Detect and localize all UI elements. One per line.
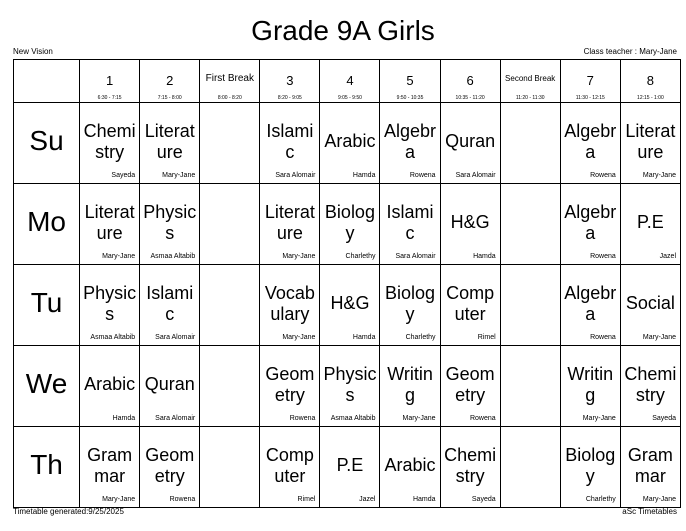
lesson-cell — [140, 427, 200, 508]
lesson-subject: Chemistry — [83, 121, 136, 162]
lesson-subject: Islamic — [146, 283, 194, 324]
lesson-subject: Islamic — [386, 202, 434, 243]
lesson-subject: Biology — [324, 202, 375, 243]
lesson-subject: Quran — [445, 131, 496, 151]
lesson-teacher: Hamda — [112, 415, 136, 422]
lesson-teacher: Mary-Jane — [642, 172, 676, 179]
break-cell — [200, 427, 260, 508]
period-header — [620, 60, 680, 103]
period-time: 9:05 - 9:50 — [337, 95, 362, 101]
break-cell — [500, 184, 560, 265]
day-cell — [14, 265, 80, 346]
lesson-teacher: Rimel — [297, 496, 316, 503]
lesson-cell — [320, 265, 380, 346]
lesson-cell — [80, 103, 140, 184]
lesson-cell — [320, 103, 380, 184]
lesson-teacher: Sara Alomair — [155, 415, 196, 422]
lesson-teacher: Mary-Jane — [642, 496, 676, 503]
lesson-teacher: Asmaa Altabib — [330, 415, 376, 422]
page-title: Grade 9A Girls — [251, 15, 435, 46]
period-header — [80, 60, 140, 103]
lesson-teacher: Rowena — [169, 496, 196, 503]
lesson-teacher: Jazel — [659, 253, 676, 260]
lesson-cell — [80, 346, 140, 427]
break-time: 11:20 - 11:30 — [515, 95, 545, 101]
break-cell — [200, 346, 260, 427]
break-cell — [200, 103, 260, 184]
day-cell — [14, 103, 80, 184]
lesson-cell — [440, 346, 500, 427]
lesson-subject: P.E — [637, 212, 664, 232]
lesson-teacher: Mary-Jane — [402, 415, 436, 422]
lesson-teacher: Rowena — [590, 172, 616, 179]
period-number: 3 — [286, 73, 294, 88]
lesson-subject: Biology — [385, 283, 436, 324]
day-cell — [14, 346, 80, 427]
lesson-subject: Geometry — [445, 364, 495, 405]
period-number: 7 — [586, 73, 594, 88]
break-cell — [200, 184, 260, 265]
period-number: 5 — [406, 73, 414, 88]
period-header — [380, 60, 440, 103]
lesson-subject: Literature — [264, 202, 315, 243]
lesson-cell — [140, 103, 200, 184]
lesson-subject: Algebra — [384, 121, 437, 162]
lesson-teacher: Sara Alomair — [275, 172, 316, 179]
lesson-cell — [260, 184, 320, 265]
lesson-cell — [320, 184, 380, 265]
lesson-teacher: Sara Alomair — [395, 253, 436, 260]
school-name: New Vision — [13, 47, 53, 56]
lesson-teacher: Charlethy — [405, 334, 436, 341]
lesson-teacher: Mary-Jane — [282, 334, 316, 341]
lesson-cell — [560, 184, 620, 265]
period-time: 12:15 - 1:00 — [637, 95, 664, 101]
day-row — [14, 184, 681, 265]
lesson-subject: Literature — [84, 202, 135, 243]
lesson-subject: Physics — [143, 202, 197, 243]
break-label: First Break — [205, 73, 254, 84]
lesson-teacher: Asmaa Altabib — [90, 334, 136, 341]
lesson-teacher: Asmaa Altabib — [150, 253, 196, 260]
lesson-cell — [380, 103, 440, 184]
period-header-row — [14, 60, 681, 103]
break-time: 8:00 - 8:20 — [217, 95, 242, 101]
lesson-teacher: Mary-Jane — [162, 172, 196, 179]
lesson-cell — [440, 265, 500, 346]
lesson-teacher: Mary-Jane — [102, 496, 136, 503]
corner-cell — [14, 60, 80, 103]
break-header — [500, 60, 560, 103]
lesson-teacher: Sayeda — [471, 496, 496, 503]
break-cell — [500, 346, 560, 427]
lesson-subject: Grammar — [627, 445, 673, 486]
lesson-cell — [140, 265, 200, 346]
lesson-cell — [560, 427, 620, 508]
lesson-teacher: Mary-Jane — [282, 253, 316, 260]
day-row — [14, 265, 681, 346]
period-time: 6:30 - 7:15 — [97, 95, 122, 101]
lesson-teacher: Rimel — [477, 334, 496, 341]
day-label: Th — [30, 449, 63, 480]
lesson-teacher: Mary-Jane — [102, 253, 136, 260]
lesson-subject: Algebra — [564, 283, 617, 324]
lesson-cell — [620, 346, 680, 427]
period-time: 7:15 - 8:00 — [157, 95, 182, 101]
lesson-cell — [620, 265, 680, 346]
lesson-teacher: Rowena — [469, 415, 496, 422]
period-number: 8 — [646, 73, 655, 88]
timetable-grid — [13, 59, 681, 508]
break-cell — [500, 265, 560, 346]
lesson-teacher: Sayeda — [652, 415, 676, 422]
lesson-cell — [560, 103, 620, 184]
period-number: 6 — [466, 73, 474, 88]
generated-date: Timetable generated:9/25/2025 — [13, 507, 124, 516]
lesson-subject: H&G — [330, 293, 370, 313]
lesson-cell — [620, 184, 680, 265]
lesson-subject: Writing — [567, 364, 614, 405]
lesson-subject: Chemistry — [444, 445, 497, 486]
lesson-subject: Writing — [387, 364, 433, 405]
break-cell — [200, 265, 260, 346]
lesson-cell — [140, 184, 200, 265]
lesson-teacher: Charlethy — [345, 253, 376, 260]
lesson-cell — [440, 103, 500, 184]
lesson-cell — [320, 427, 380, 508]
lesson-cell — [320, 346, 380, 427]
lesson-subject: Computer — [446, 283, 495, 324]
lesson-cell — [440, 427, 500, 508]
day-cell — [14, 427, 80, 508]
lesson-subject: Arabic — [84, 374, 136, 394]
lesson-subject: Geometry — [265, 364, 315, 405]
lesson-subject: Computer — [265, 445, 314, 486]
period-time: 10:35 - 11:20 — [455, 95, 485, 101]
lesson-teacher: Hamda — [352, 334, 376, 341]
lesson-subject: Chemistry — [624, 364, 677, 405]
lesson-cell — [260, 265, 320, 346]
lesson-subject: Social — [625, 293, 675, 313]
lesson-teacher: Sara Alomair — [455, 172, 496, 179]
lesson-cell — [380, 184, 440, 265]
lesson-teacher: Rowena — [590, 253, 616, 260]
period-header — [260, 60, 320, 103]
lesson-cell — [260, 103, 320, 184]
lesson-subject: P.E — [336, 455, 364, 475]
lesson-cell — [80, 265, 140, 346]
lesson-subject: Algebra — [564, 121, 617, 162]
lesson-subject: Arabic — [384, 455, 436, 475]
lesson-teacher: Mary-Jane — [642, 334, 676, 341]
lesson-subject: Geometry — [145, 445, 195, 486]
brand-label: aSc Timetables — [622, 507, 677, 516]
lesson-teacher: Rowena — [289, 415, 316, 422]
lesson-cell — [560, 346, 620, 427]
period-time: 8:20 - 9:05 — [277, 95, 302, 101]
period-header — [440, 60, 500, 103]
lesson-teacher: Charlethy — [585, 496, 616, 503]
lesson-subject: Physics — [323, 364, 377, 405]
lesson-subject: Literature — [144, 121, 195, 162]
day-row — [14, 346, 681, 427]
lesson-subject: Arabic — [324, 131, 376, 151]
day-label: Mo — [27, 206, 66, 237]
lesson-subject: Algebra — [564, 202, 617, 243]
lesson-cell — [560, 265, 620, 346]
lesson-subject: Biology — [565, 445, 616, 486]
lesson-subject: Vocabulary — [264, 283, 315, 324]
period-header — [320, 60, 380, 103]
period-time: 9:50 - 10:35 — [396, 95, 424, 101]
lesson-cell — [140, 346, 200, 427]
lesson-subject: Quran — [144, 374, 195, 394]
day-row — [14, 427, 681, 508]
period-number: 1 — [106, 73, 114, 88]
lesson-cell — [380, 346, 440, 427]
break-cell — [500, 427, 560, 508]
day-label: Tu — [30, 287, 63, 318]
lesson-cell — [440, 184, 500, 265]
day-row — [14, 103, 681, 184]
lesson-teacher: Hamda — [473, 253, 496, 260]
break-cell — [500, 103, 560, 184]
lesson-subject: Grammar — [87, 445, 133, 486]
lesson-teacher: Rowena — [590, 334, 616, 341]
lesson-cell — [80, 184, 140, 265]
period-header — [560, 60, 620, 103]
day-cell — [14, 184, 80, 265]
lesson-teacher: Sayeda — [111, 172, 136, 179]
period-time: 11:30 - 12:15 — [575, 95, 605, 101]
lesson-teacher: Sara Alomair — [155, 334, 196, 341]
lesson-teacher: Hamda — [352, 172, 376, 179]
break-label: Second Break — [505, 74, 556, 83]
lesson-teacher: Mary-Jane — [582, 415, 616, 422]
period-number: 4 — [346, 73, 354, 88]
lesson-cell — [380, 427, 440, 508]
lesson-cell — [620, 427, 680, 508]
break-header — [200, 60, 260, 103]
lesson-cell — [620, 103, 680, 184]
lesson-cell — [260, 427, 320, 508]
lesson-cell — [380, 265, 440, 346]
lesson-cell — [80, 427, 140, 508]
period-header — [140, 60, 200, 103]
lesson-subject: Islamic — [266, 121, 314, 162]
day-label: We — [25, 368, 68, 399]
lesson-subject: Literature — [625, 121, 676, 162]
lesson-subject: H&G — [450, 212, 490, 232]
lesson-teacher: Rowena — [409, 172, 436, 179]
period-number: 2 — [166, 73, 174, 88]
lesson-teacher: Hamda — [412, 496, 436, 503]
class-teacher: Class teacher : Mary-Jane — [583, 47, 677, 56]
lesson-subject: Physics — [83, 283, 137, 324]
day-label: Su — [29, 125, 64, 156]
lesson-cell — [260, 346, 320, 427]
lesson-teacher: Jazel — [359, 496, 376, 503]
